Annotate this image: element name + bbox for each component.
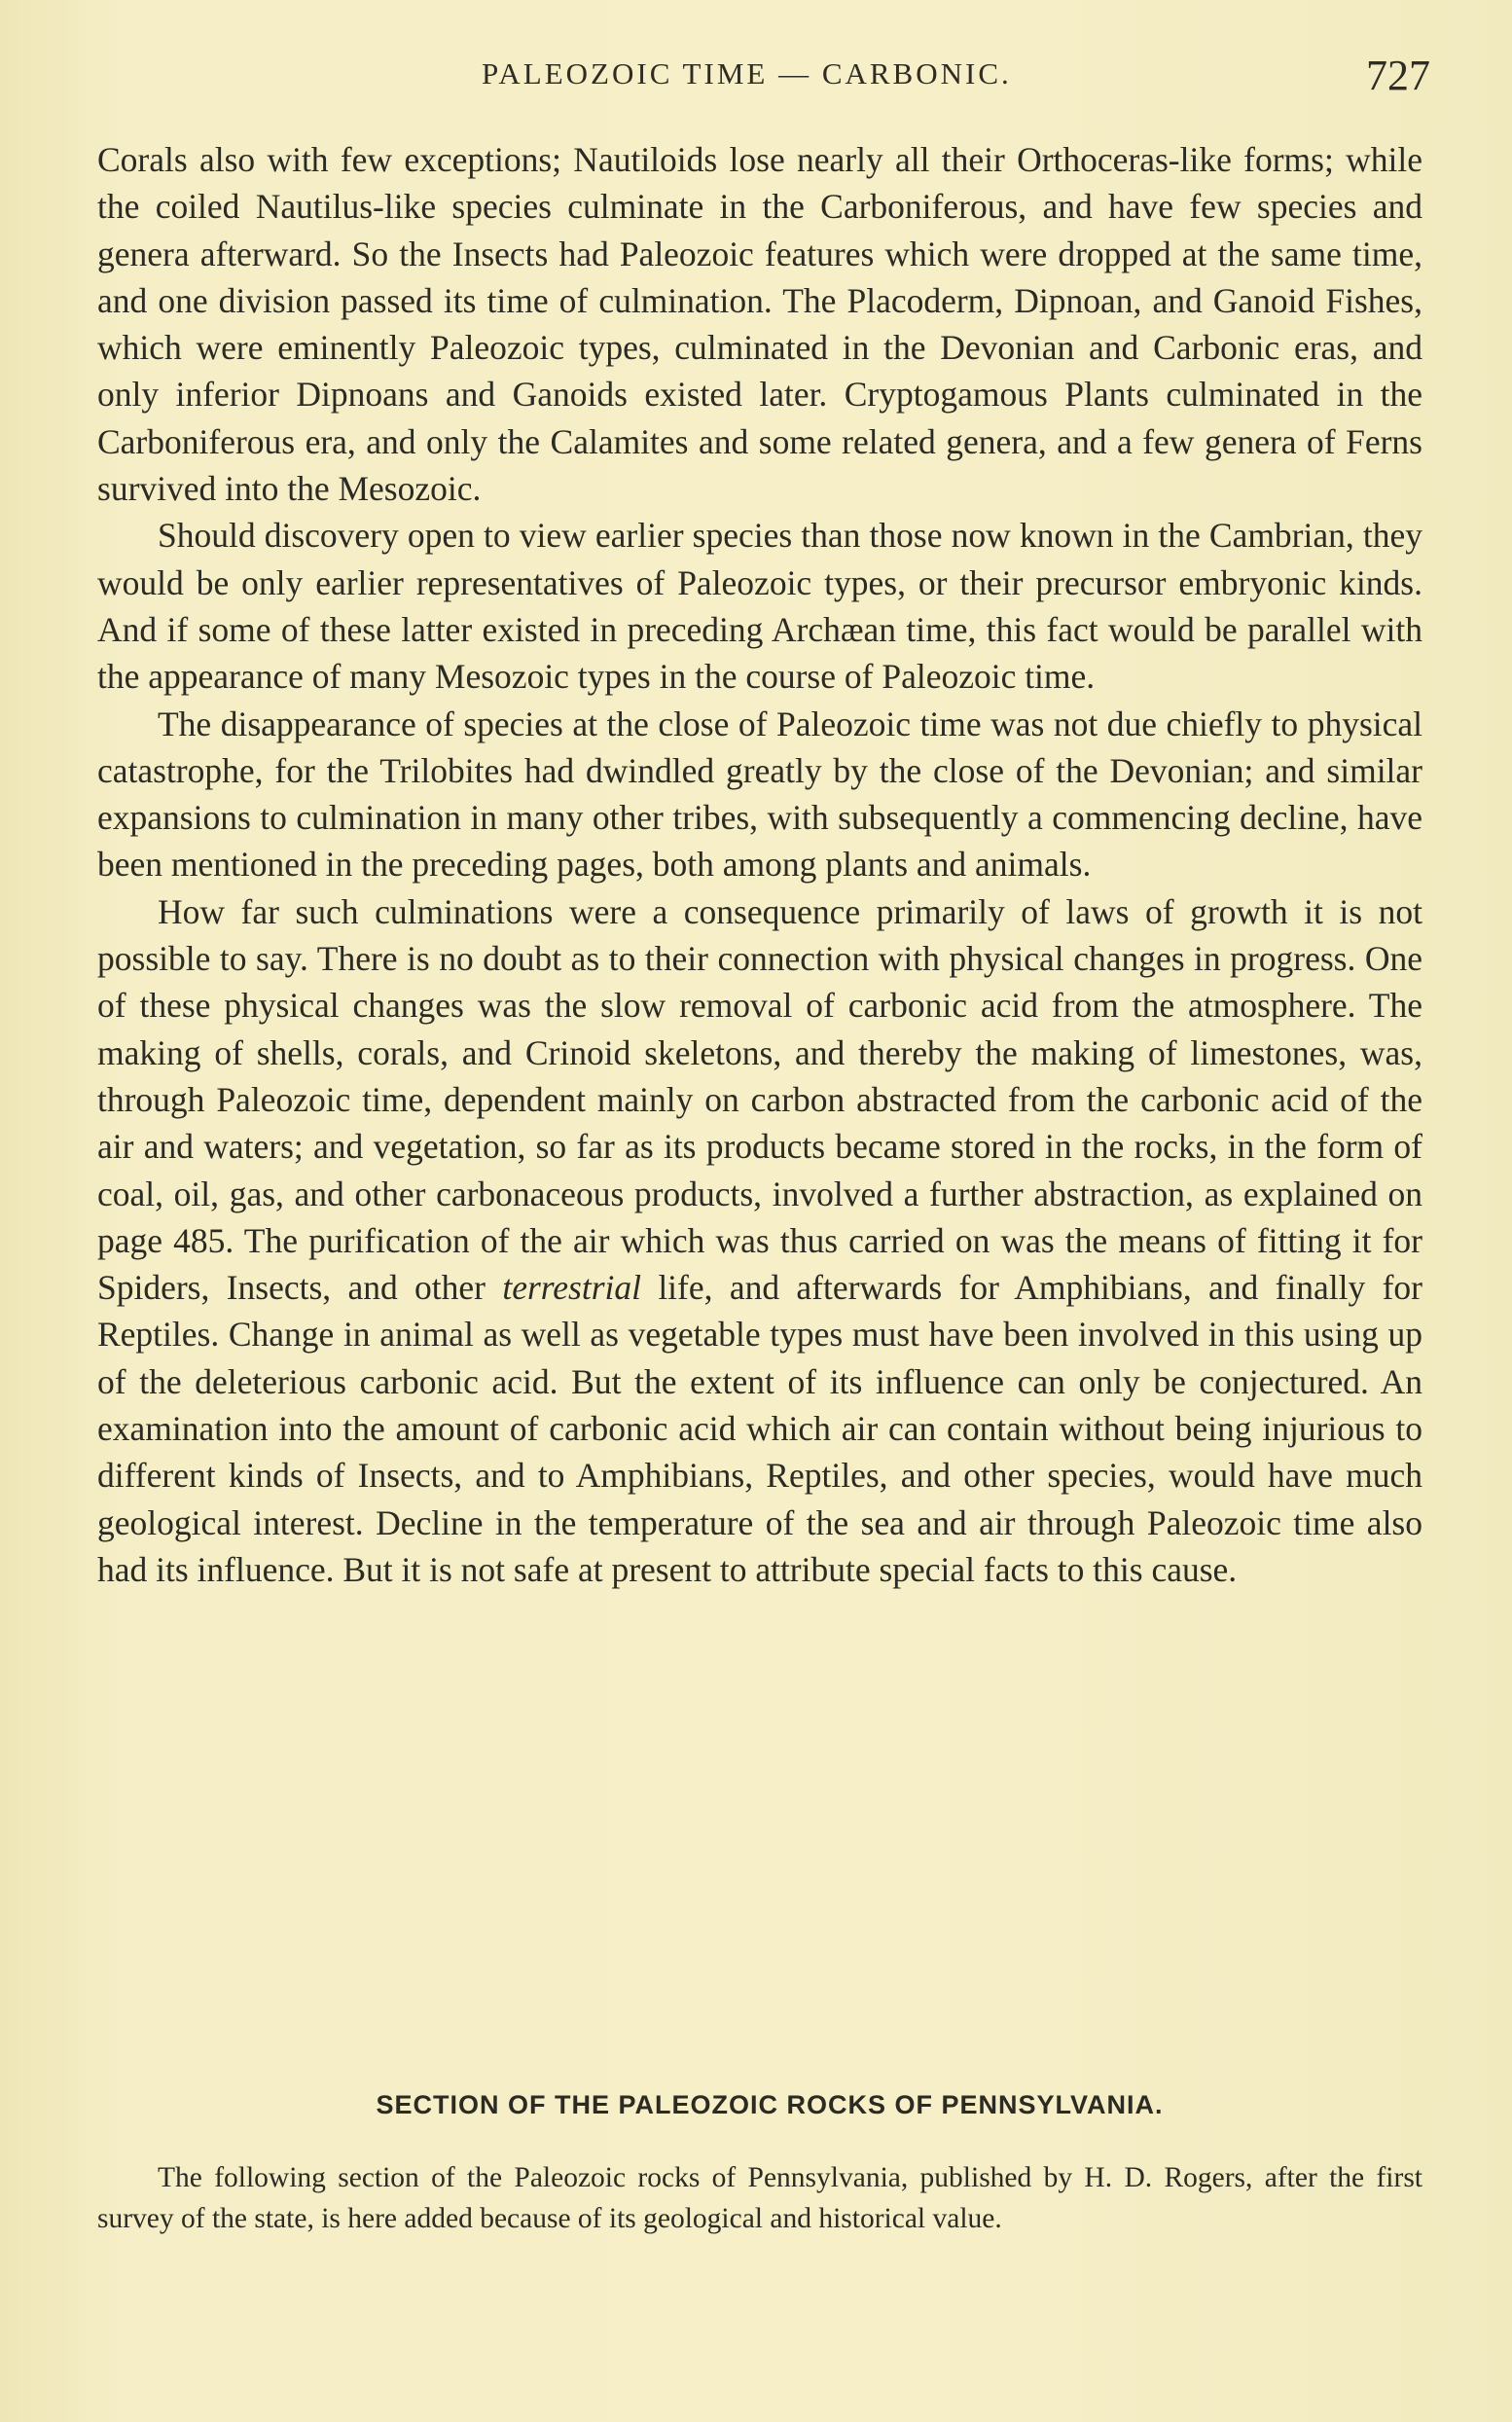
section-intro: The following section of the Paleozoic rocks of Pennsylvania, published by H. D. Rogers, after the first survey of the state, is here added because of its geological and historical value. — [97, 2162, 1422, 2234]
paragraph-4-text-after: life, and afterwards for Amphibians, and finally for Reptiles. Change in animal as well as vegetable types must have been involved in this using up of the deleterious carbonic acid. But the extent of its influence can only be conjectured. An examination into the amount of carbonic acid which air can contain without being injurious to different kinds of Insects, and to Amphibians, Reptiles, and other species, would have much geological interest. Decline in the temperature of the sea and air through Paleozoic time also had its influence. But it is not safe at present to attribute special facts to this cause. — [97, 1268, 1422, 1589]
section-heading: SECTION OF THE PALEOZOIC ROCKS OF PENNSYLVANIA. — [376, 2090, 1164, 2119]
page-header — [97, 51, 1440, 109]
page-number: 727 — [1366, 52, 1430, 99]
pennsylvania-section — [97, 2090, 1422, 2239]
paragraph-4 — [97, 888, 1422, 1593]
running-head: PALEOZOIC TIME — CARBONIC. — [482, 56, 1012, 90]
italic-term: terrestrial — [502, 1268, 641, 1308]
paragraph-2: Should discovery open to view earlier species than those now known in the Cambrian, they would be only earlier representatives of Paleozoic types, or their precursor embryonic kinds. And if some of these latter existed in preceding Archæan time, this fact would be parallel with the appearance of many Mesozoic types in the course of Paleozoic time. — [97, 516, 1422, 697]
paragraph-4-text-before: How far such culminations were a consequence primarily of laws of growth it is not possible to say. There is no doubt as to their connection with physical changes in progress. One of these physical changes was the slow removal of carbonic acid from the atmosphere. The making of shells, corals, and Crinoid skeletons, and thereby the making of limestones, was, through Paleozoic time, dependent mainly on carbon abstracted from the carbonic acid of the air and waters; and vegetation, so far as its products became stored in the rocks, in the form of coal, oil, gas, and other carbonaceous products, involved a further abstraction, as explained on page 485. The purification of the air which was thus carried on was the means of fitting it for Spiders, Insects, and other — [97, 891, 1422, 1308]
paragraph-3: The disappearance of species at the close of Paleozoic time was not due chiefly to physical catastrophe, for the Trilobites had dwindled greatly by the close of the Devonian; and similar expansions to culmination in many other tribes, with subsequently a commencing decline, have been mentioned in the preceding pages, both among plants and animals. — [97, 704, 1422, 885]
paragraph-1: Corals also with few exceptions; Nautiloids lose nearly all their Orthoceras-like forms; while the coiled Nautilus-like species culminate in the Carboniferous, and have few species and genera afterward. So the Insects had Paleozoic features which were dropped at the same time, and one division passed its time of culmination. The Placoderm, Dipnoan, and Ganoid Fishes, which were eminently Paleozoic types, culminated in the Devonian and Carbonic eras, and only inferior Dipnoans and Ganoids existed later. Cryptogamous Plants culminated in the Carboniferous era, and only the Calamites and some related genera, and a few genera of Ferns survived into the Mesozoic. — [97, 140, 1422, 509]
body-text — [97, 136, 1422, 1593]
